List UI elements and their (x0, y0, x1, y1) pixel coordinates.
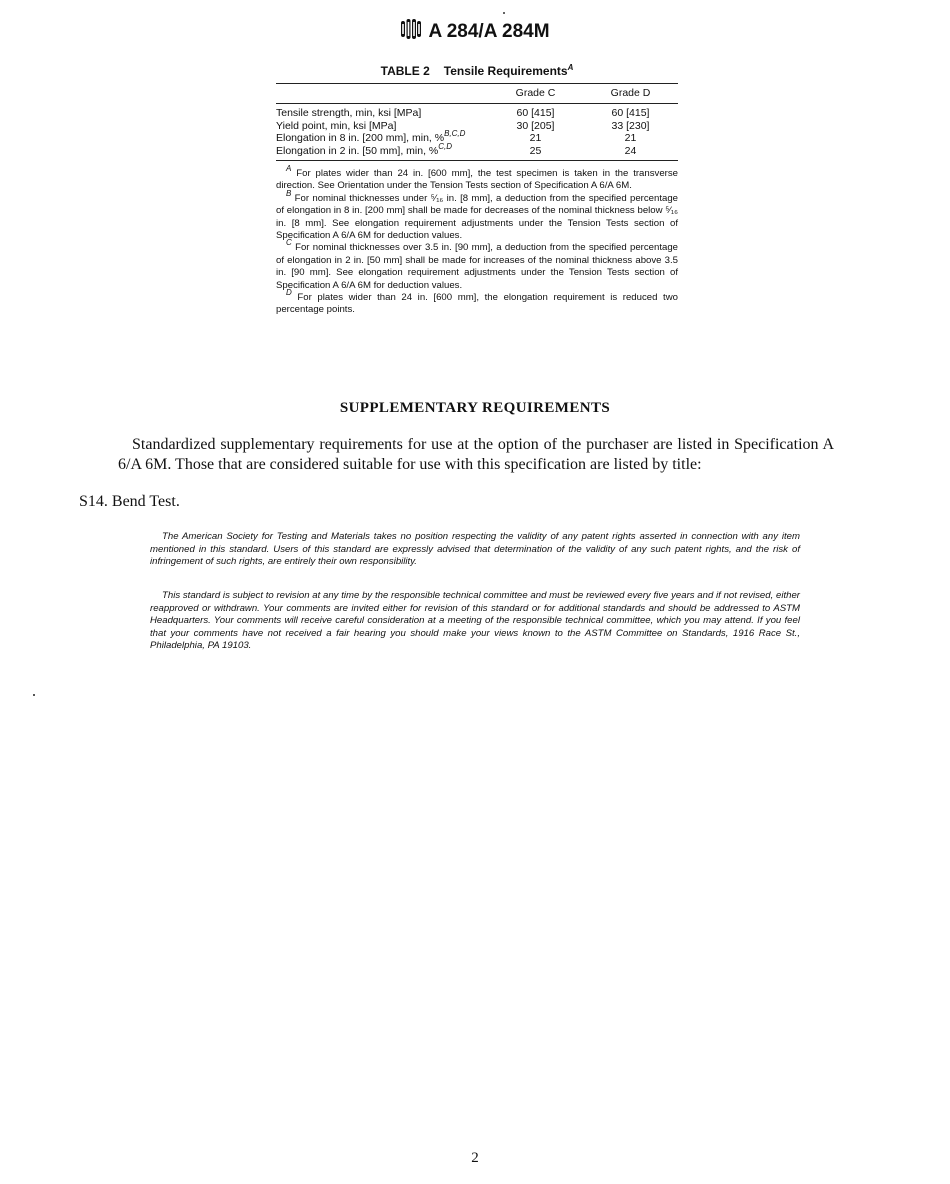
property-cell: Tensile strength, min, ksi [MPa] (276, 107, 422, 119)
scan-speck (33, 694, 35, 696)
designation: A 284/A 284M (428, 21, 550, 42)
table-title (276, 64, 678, 78)
grade-d-cell: 24 (624, 144, 637, 157)
footnote: $^C$ For nominal thicknesses over 3.5 in. [90 mm], a deduction from the specified percentage of elongation in 2 in. [50 mm] shall be made for increases of the nominal thickness above 3.5 in. [90 mm]. See elongation requirement adjustments under the Tension Tests section of Specification A 6/A 6M for deduction values. (276, 238, 678, 291)
scan-speck (503, 12, 505, 14)
table-title-text: Tensile Requirements (443, 64, 568, 78)
table-footnotes (276, 164, 678, 317)
column-header-grade-c: Grade C (515, 87, 556, 99)
astm-logo-icon (400, 18, 422, 46)
footnote: $^B$ For nominal thicknesses under ⁵⁄₁₆ in. [8 mm], a deduction from the specified percentage of elongation in 8 in. [200 mm] shall be made for decreases of the nominal thickness below ⁵⁄₁₆ in. [8 mm]. See elongation requirement adjustments under the Tension Tests section of Specification A 6/A 6M for deduction values. (276, 188, 678, 242)
column-header-property (276, 84, 488, 104)
property-cell: Yield point, min, ksi [MPa] (276, 119, 397, 132)
table-label: TABLE 2 (380, 64, 430, 78)
table-header-row (276, 84, 678, 104)
grade-d-cell: 60 [415] (611, 107, 650, 119)
tensile-requirements-table (276, 83, 678, 161)
supplementary-intro: Standardized supplementary requirements for use at the option of the purchaser are listed in Specification A 6/A 6M. Those that are considered suitable for use with this specification are listed by title: (118, 436, 834, 473)
grade-d-cell: 21 (624, 132, 637, 145)
grade-c-cell: 30 [205] (516, 119, 555, 132)
footnote: $^A$ For plates wider than 24 in. [600 mm], the test specimen is taken in the transverse direction. See Orientation under the Tension Tests section of Specification A 6/A 6M. (276, 164, 678, 192)
footnote: $^D$ For plates wider than 24 in. [600 mm], the elongation requirement is reduced two percentage points. (276, 288, 678, 316)
grade-d-cell: 33 [230] (611, 119, 650, 132)
page-number: 2 (471, 1150, 479, 1166)
page-header (0, 18, 950, 46)
revision-notice: This standard is subject to revision at any time by the responsible technical committee and must be reviewed every five years and if not revised, either reapproved or withdrawn. Your comments are invited either for revision of this standard or for additional standards and should be addressed to ASTM Headquarters. Your comments will receive careful consideration at a meeting of the responsible technical committee, which you may attend. If you feel that your comments have not received a fair hearing you should make your views known to the ASTM Committee on Standards, 1916 Race St., Philadelphia, PA 19103. (150, 590, 800, 652)
supplementary-item-s14: S14. Bend Test. (79, 493, 180, 510)
table-row (276, 145, 678, 161)
property-cell: Elongation in 2 in. [50 mm], min, %$^{C,D}$ (276, 141, 453, 157)
grade-c-cell: 60 [415] (516, 107, 555, 119)
table-row (276, 132, 678, 145)
table-row (276, 120, 678, 133)
supplementary-heading: SUPPLEMENTARY REQUIREMENTS (339, 400, 611, 416)
property-cell: Elongation in 8 in. [200 mm], min, %$^{B,C,D}$ (276, 129, 466, 145)
grade-c-cell: 25 (529, 144, 542, 157)
table-row (276, 104, 678, 120)
patent-notice: The American Society for Testing and Materials takes no position respecting the validity of any patent rights asserted in connection with any item mentioned in this standard. Users of this standard are expressly advised that determination of the validity of any such patent rights, and the risk of infringement of such rights, are entirely their own responsibility. (150, 531, 800, 568)
table-title-footnote-mark: A (567, 63, 574, 72)
column-header-grade-d: Grade D (610, 87, 651, 99)
grade-c-cell: 21 (529, 132, 542, 145)
